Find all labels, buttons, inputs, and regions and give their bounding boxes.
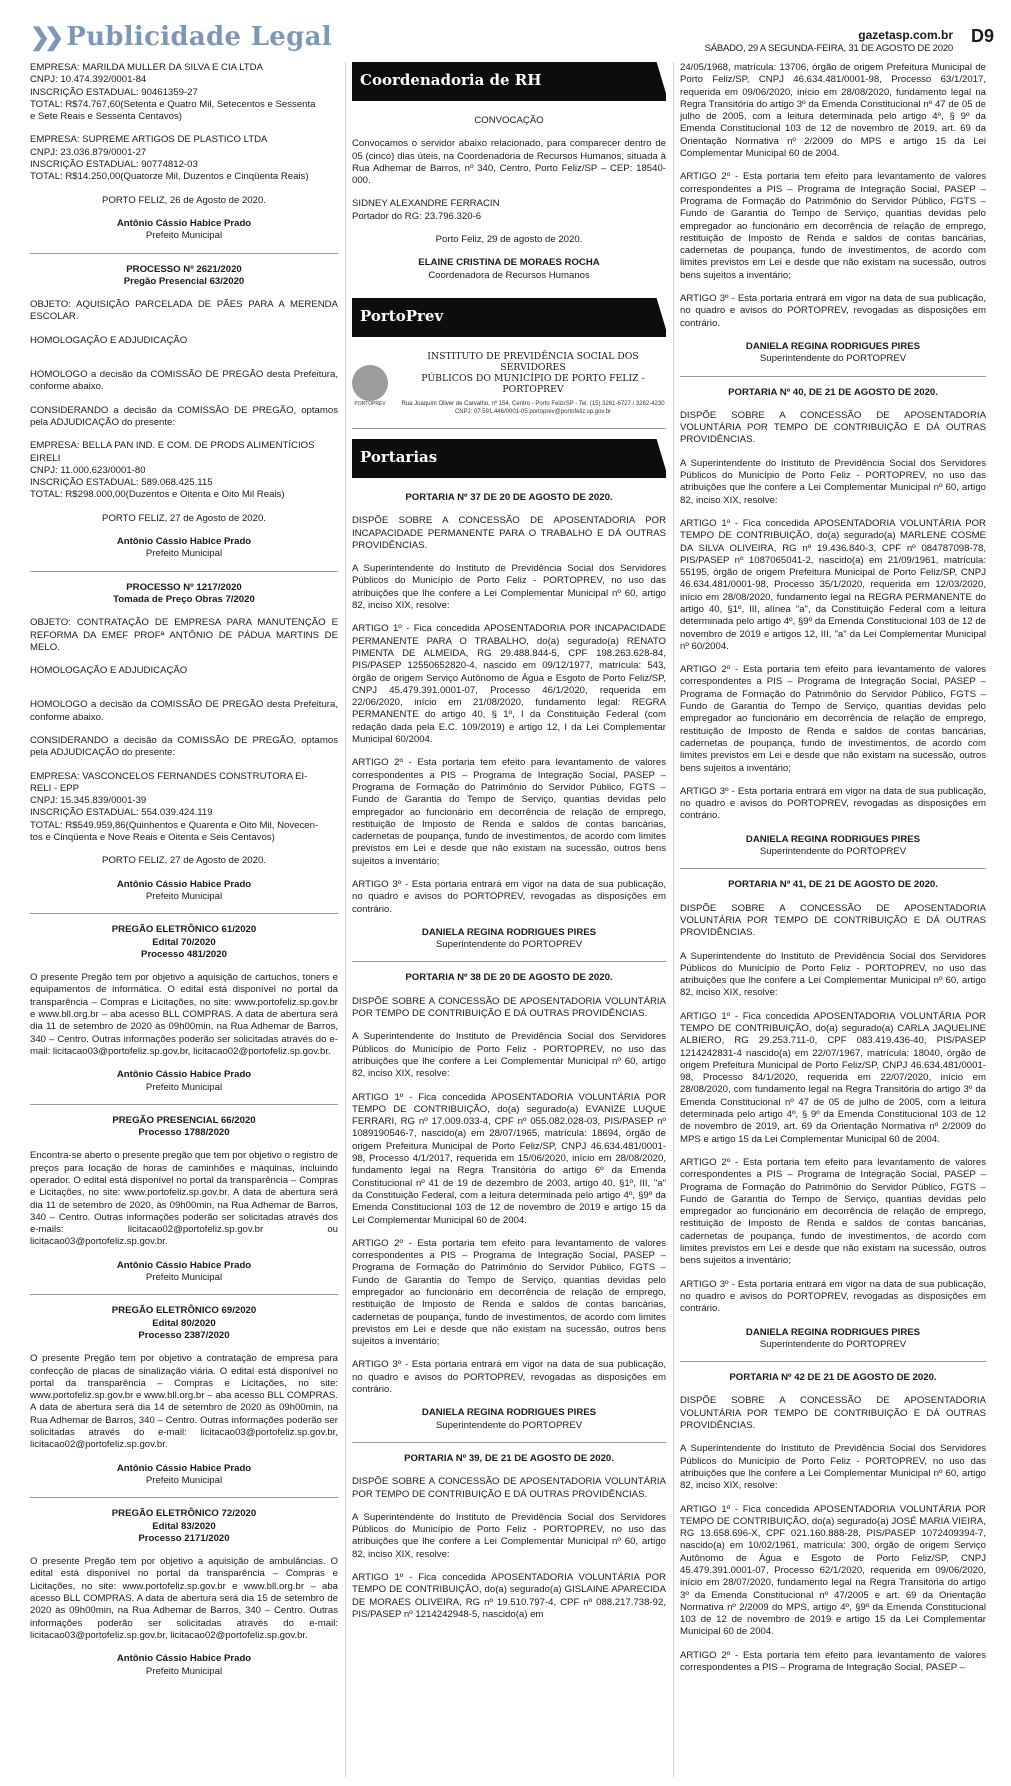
section-header-portarias: Portarias [352,439,666,478]
portaria-article: ARTIGO 1º - Fica concedida APOSENTADORIA VOLUNTÁRIA POR TEMPO DE CONTRIBUIÇÃO, do(a) segurado(a) JOSÉ MARIA VIEIRA, RG 13.658.696-X, CPF 021.160.888-28, PIS/PASEP 1072409394-7, nascido(a) em 10/02/1961, matrícula: 300, órgão de origem Serviço Autônomo de Água e Esgoto de Porto Feliz/SP, CNPJ 45.479.391.0001-07, Processo 62/1/2020, requerida em 09/06/2020, início em 28/07/2020, fundamento legal na Regra Transitória do artigo 3º da Emenda Constitucional nº 47/2005 e art. 69 da Orientação Normativa nº 2/2009 do MPS, artigo 4º, §9º da Emenda Constitucional 103 de 12 de novembro de 2019 e artigo 15 da Lei Complementar Municipal 60 de 2004. [680,1503,986,1638]
text-line: CNPJ: 10.474.392/0001-84 [30,74,147,86]
portaria-article: ARTIGO 2º - Esta portaria tem efeito para levantamento de valores correspondentes a PIS – Programa de Integração Social, PASEP – Programa de Formação do Patrimônio do Servidor Público, FGTS – Fundo de Garantia do Tempo de Serviço, quantias devidas pelo empregador ao funcionário em decorrência de relação de emprego, restituição de Imposto de Renda e saldos de contas bancárias, cadernetas de poupança, fundo de investimentos, de acordo com limites previstos em Lei e desde que não existam na sucessão, outros bens sujeitos a inventário; [680,1156,986,1267]
divider [680,1361,986,1362]
signature [680,341,986,366]
text-line: Rua Joaquim Oliver de Carvalho, nº 154, Centro - Porto Feliz/SP - Tel. (15) 3261-6727 / 3262-4230 [401,400,665,407]
signature [30,1260,338,1285]
masthead-info [705,28,953,54]
text-line: INSTITUTO DE PREVIDÊNCIA SOCIAL DOS SERVIDORES [427,350,639,373]
signer-role: Prefeito Municipal [145,890,223,902]
divider [352,428,666,429]
portaria-title: PORTARIA Nº 42 DE 21 DE AGOSTO DE 2020. [729,1372,937,1384]
text-line: INSCRIÇÃO ESTADUAL: 90774812-03 [30,159,198,171]
signer-role: Superintendente do PORTOPREV [759,353,907,365]
portaria-ementa: DISPÕE SOBRE A CONCESSÃO DE APOSENTADORIA POR INCAPACIDADE PERMANENTE PARA O TRABALHO E DÁ OUTRAS PROVIDÊNCIAS. [352,515,666,551]
text-line: EMPRESA: MARILDA MULLER DA SILVA E CIA LTDA [30,62,263,73]
text-line: CNPJ: 23.036.879/0001-27 [30,146,147,158]
place-date: PORTO FELIZ, 27 de Agosto de 2020. [102,512,266,524]
title-line: PROCESSO Nº 2621/2020 [126,263,242,275]
text-line: INSCRIÇÃO ESTADUAL: 589.068.425.115 [30,477,213,489]
portaria-article: ARTIGO 1º - Fica concedida APOSENTADORIA VOLUNTÁRIA POR TEMPO DE CONTRIBUIÇÃO, do(a) segurado(a) GISLAINE APARECIDA DE MORAES OLIVEIRA, RG nº 19.510.797-4, CPF nº 088.217.738-92, PIS/PASEP nº 1214242948-5, nascido(a) em [352,1572,666,1620]
text-line: Portador do RG: 23.796.320-6 [352,210,482,222]
portaria-article: ARTIGO 2º - Esta portaria tem efeito para levantamento de valores correspondentes a PIS – Programa de Integração Social, PASEP – Programa de Formação do Patrimônio do Servidor Público, FGTS – Fundo de Garantia do Tempo de Serviço, quantias devidas pelo empregador ao funcionário em decorrência de relação de emprego, restituição de Imposto de Renda e saldos de contas bancárias, cadernetas de poupança, fundo de investimentos, de acordo com limites previstos em Lei e desde que não existam na sucessão, outros bens sujeitos a inventário; [352,757,666,867]
text-line: CNPJ: 07.591.446/0001-05 portoprev@portofeliz.sp.gov.br [454,408,612,415]
signature [30,879,338,904]
portaria-ementa: DISPÕE SOBRE A CONCESSÃO DE APOSENTADORIA VOLUNTÁRIA POR TEMPO DE CONTRIBUIÇÃO E DÁ OUTRAS PROVIDÊNCIAS. [680,902,986,939]
signature [680,834,986,859]
signer-role: Superintendente do PORTOPREV [435,939,583,951]
signer-name: DANIELA REGINA RODRIGUES PIRES [745,340,921,352]
divider [30,253,338,254]
column-1 [30,62,338,1777]
notice-title [30,924,338,961]
section-header-rh: Coordenadoria de RH [352,62,666,101]
signer-name: Antônio Cássio Habice Prado [116,217,252,229]
portaria-ementa: DISPÕE SOBRE A CONCESSÃO DE APOSENTADORIA VOLUNTÁRIA POR TEMPO DE CONTRIBUIÇÃO E DÁ OUTRAS PROVIDÊNCIAS. [680,409,986,446]
signer-name: Antônio Cássio Habice Prado [116,878,252,890]
logo-caption: PORTOPREV [354,401,386,408]
text-line: EIRELI [30,452,61,464]
divider [680,376,986,377]
place-date: Porto Feliz, 29 de agosto de 2020. [435,234,583,246]
divider [30,913,338,914]
signer-name: DANIELA REGINA RODRIGUES PIRES [745,1326,921,1338]
text-line: EMPRESA: BELLA PAN IND. E COM. DE PRODS ALIMENTÍCIOS [30,440,315,452]
notice-paragraph: O presente Pregão tem por objetivo a aquisição de cartuchos, toners e equipamentos de informática. O edital está disponível no portal da transparência – Compras e Licitações, no site: www.portofeliz.sp.gov.br e www.bll.org.br – aba acesso BLL COMPRAS. A data de abertura será dia 11 de setembro de 2020 às 09h00min, na Rua Adhemar de Barros, 340 – Centro. Outras informações poderão ser solicitadas através do e-mail: licitacao03@portofeliz.sp.gov.br, licitacao02@portofeliz.sp.gov.br. [30,972,338,1057]
portaria-ementa: DISPÕE SOBRE A CONCESSÃO DE APOSENTADORIA VOLUNTÁRIA POR TEMPO DE CONTRIBUIÇÃO E DÁ OUTRAS PROVIDÊNCIAS. [352,1476,666,1500]
text-line: RELI - EPP [30,782,80,794]
divider [352,1442,666,1443]
portaria-ementa: DISPÕE SOBRE A CONCESSÃO DE APOSENTADORIA VOLUNTÁRIA POR TEMPO DE CONTRIBUIÇÃO E DÁ OUTRAS PROVIDÊNCIAS. [352,995,666,1020]
title-line: Edital 83/2020 [152,1520,216,1532]
text-line: PÚBLICOS DO MUNICÍPIO DE PORTO FELIZ - PORTOPREV [421,372,645,395]
notice-object: OBJETO: CONTRATAÇÃO DE EMPRESA PARA MANUTENÇÃO E REFORMA DA EMEF PROFª ANTÔNIO DE PÁDUA MARTINS DE MELO. [30,617,338,653]
text-line: EMPRESA: VASCONCELOS FERNANDES CONSTRUTORA EI- [30,770,308,782]
portaria-article: ARTIGO 3º - Esta portaria entrará em vigor na data de sua publicação, no quadro e avisos do PORTOPREV, revogadas as disposições em contrário. [352,878,666,915]
portaria-ementa: DISPÕE SOBRE A CONCESSÃO DE APOSENTADORIA VOLUNTÁRIA POR TEMPO DE CONTRIBUIÇÃO E DÁ OUTRAS PROVIDÊNCIAS. [680,1395,986,1432]
title-line: PREGÃO ELETRÔNICO 72/2020 [111,1508,257,1520]
signer-role: Prefeito Municipal [145,1665,223,1677]
portaria-article: ARTIGO 1º - Fica concedida APOSENTADORIA VOLUNTÁRIA POR TEMPO DE CONTRIBUIÇÃO, do(a) segurado(a) MARLENE COSME DA SILVA OLIVEIRA, RG nº 19.436.840-3, CPF nº 084787098-78, PIS/PASEP nº 1087065041-2, nascido(a) em 21/09/1961, matrícula: 55195, órgão de origem Prefeitura Municipal de Porto Feliz/SP, CNPJ 46.634.481/0001-98, Processo 35/1/2020, requerida em 12/03/2020, início em 28/08/2020, fundamento legal na REGRA PERMANENTE do artigo 40, §1º, III, alínea "a", da Constituição Federal com a leitura determinada pelo artigo 4º, §9º da Emenda Constitucional 103 de 12 de novembro de 2019 e artigos 12, III, "a" da Lei Complementar Municipal nº 60/2004. [680,517,986,652]
title-line: Processo 2171/2020 [138,1532,230,1544]
portaria-intro: A Superintendente do Instituto de Previdência Social dos Servidores Públicos do Município de Porto Feliz - PORTOPREV, no uso das atribuições que lhe confere a Lei Complementar Municipal nº 60, artigo 82, inciso XIX, resolve: [352,1511,666,1560]
company-entry [30,134,338,183]
title-line: Processo 481/2020 [141,948,227,960]
signer-role: Prefeito Municipal [145,230,223,242]
portaria-article: ARTIGO 2º - Esta portaria tem efeito para levantamento de valores correspondentes a PIS – Programa de Integração Social, PASEP – Programa de Formação do Patrimônio do Servidor Público, FGTS – Fundo de Garantia do Tempo de Serviço, quantias devidas pelo empregador ao funcionário em decorrência de relação de emprego, restituição de Imposto de Renda e saldos de contas bancárias, cadernetas de poupança, fundo de investimentos, de acordo com limites previstos em Lei e desde que não existam na sucessão, outros bens sujeitos a inventário; [680,171,986,281]
page-number: D9 [970,26,994,46]
title-line: PROCESSO Nº 1217/2020 [126,581,242,593]
signer-name: ELAINE CRISTINA DE MORAES ROCHA [418,257,600,269]
convocation-person [352,198,666,223]
title-line: Tomada de Preço Obras 7/2020 [113,593,255,605]
divider [30,1104,338,1105]
company-entry [30,440,338,501]
portaria-article: ARTIGO 2º - Esta portaria tem efeito para levantamento de valores correspondentes a PIS – Programa de Integração Social, PASEP – Programa de Formação do Patrimônio do Servidor Público, FGTS – Fundo de Garantia do Tempo de Serviço, quantias devidas pelo empregador ao funcionário em decorrência de relação de emprego, restituição de Imposto de Renda e saldos de contas bancárias, cadernetas de poupança, fundo de investimentos, de acordo com limites previstos em Lei e desde que não existam na sucessão, outros bens sujeitos a inventário; [352,1237,666,1348]
text-line: TOTAL: R$298.000,00(Duzentos e Oitenta e Oito Mil Reais) [30,489,285,501]
text-line: CNPJ: 15.345.839/0001-39 [30,795,147,807]
company-entry [30,771,338,845]
section-header-portoprev: PortoPrev [352,298,666,337]
portaria-intro: A Superintendente do Instituto de Previdência Social dos Servidores Públicos do Município de Porto Feliz - PORTOPREV, no uso das atribuições que lhe confere a Lei Complementar Municipal nº 60, artigo 82, inciso XIX, resolve: [680,1443,986,1492]
signer-name: Antônio Cássio Habice Prado [116,1462,252,1474]
divider [30,1497,338,1498]
signer-role: Prefeito Municipal [145,1081,223,1093]
signer-name: DANIELA REGINA RODRIGUES PIRES [745,833,921,845]
divider [30,571,338,572]
title-line: PREGÃO PRESENCIAL 66/2020 [112,1114,256,1126]
institution-info [400,351,666,416]
signer-name: DANIELA REGINA RODRIGUES PIRES [421,1407,597,1419]
portaria-title: PORTARIA Nº 41, DE 21 DE AGOSTO DE 2020. [728,879,938,891]
company-entry [30,62,338,123]
text-line: e Sete Reais e Sessenta Centavos) [30,111,182,123]
portaria-article: ARTIGO 1º - Fica concedida APOSENTADORIA VOLUNTÁRIA POR TEMPO DE CONTRIBUIÇÃO, do(a) segurado(a) EVANIZE LUQUE FERRARI, RG nº 17.009.033-4, CPF nº 055.082.028-03, PIS/PASEP nº 1089190546-7, nascido(a) em 28/07/1965, matrícula: 18694, órgão de origem Prefeitura Municipal de Porto Feliz/SP, CNPJ 46.634.481/0001-98, Processo 4/1/2017, requerida em 15/06/2020, início em 28/08/2020, fundamento legal na Regra Transitória do artigo 6º da Emenda Constitucional nº 41 de 19 de dezembro de 2003, artigo 40, §1º, III, "a" da Constituição Federal, com a leitura determinada pelo artigo 4º, §9º da Emenda Constitucional 103 de 12 de novembro de 2019 e artigo 15 da Lei Complementar Municipal 60 de 2004. [352,1091,666,1226]
title-line: Edital 70/2020 [152,936,216,948]
notice-paragraph: O presente Pregão tem por objetivo a contratação de empresa para confecção de placas de sinalização viária. O edital está disponível no portal da transparência – Compras e Licitações, no site: www.portofeliz.sp.gov.br e www.bll.org.br – aba acesso BLL COMPRAS. A data de abertura será dia 14 de setembro de 2020 às 09h00min, na Rua Adhemar de Barros, 340 – Centro. Outras informações poderão ser solicitadas através do e-mail: licitacao03@portofeliz.sp.gov.br, licitacao02@portofeliz.sp.gov.br. [30,1353,338,1451]
title-line: PREGÃO ELETRÔNICO 61/2020 [111,924,257,936]
column-3 [680,62,986,1777]
title-line: Processo 2387/2020 [138,1329,230,1341]
portaria-article: ARTIGO 3º - Esta portaria entrará em vigor na data de sua publicação, no quadro e avisos do PORTOPREV, revogadas as disposições em contrário. [680,1278,986,1315]
portaria-title: PORTARIA Nº 40, DE 21 DE AGOSTO DE 2020. [728,386,938,398]
notice-title [30,1508,338,1545]
portaria-intro: A Superintendente do Instituto de Previdência Social dos Servidores Públicos do Município de Porto Feliz - PORTOPREV, no uso das atribuições que lhe confere a Lei Complementar Municipal nº 60, artigo 82, inciso XIX, resolve: [680,457,986,506]
signature [30,1463,338,1488]
title-line: PREGÃO ELETRÔNICO 69/2020 [111,1305,257,1317]
signature [352,927,666,952]
signer-role: Prefeito Municipal [145,548,223,560]
notice-paragraph: Encontra-se aberto o presente pregão que tem por objetivo o registro de preços para locação de horas de caminhões e máquinas, incluindo operador. O edital está disponível no portal da transparência – Compras e Licitações, no site: www.portofeliz.sp.gov.br. A data de abertura será dia 11 de setembro de 2020, às 09h00min, na Rua Adhemar de Barros, 340 – Centro. Outras informações poderão ser solicitadas através dos e-mails: licitacao02@portofeliz.sp.gov.br ou licitacao03@portofeliz.sp.gov.br. [30,1150,338,1248]
portaria-article: 24/05/1968, matrícula: 13706, órgão de origem Prefeitura Municipal de Porto Feliz/SP, CNPJ 46.634.481/0001-98, Processo 63/1/2017, requerida em 09/06/2020, início em 28/08/2020, fundamento legal na Regra Transitória do artigo 3º da Emenda Constitucional nº 47 de 05 de julho de 2005, com a leitura determinada pelo artigo 4º, § 9º da Emenda Constitucional 103 de 12 de novembro de 2019, art. 69 da Orientação Normativa nº 2/2009 do MPS e artigo 15 da Lei Complementar Municipal 60 de 2004. [680,62,986,160]
text-line: INSCRIÇÃO ESTADUAL: 90461359-27 [30,86,198,98]
portaria-article: ARTIGO 3º - Esta portaria entrará em vigor na data de sua publicação, no quadro e avisos do PORTOPREV, revogadas as disposições em contrário. [680,293,986,329]
portaria-article: ARTIGO 2º - Esta portaria tem efeito para levantamento de valores correspondentes a PIS – Programa de Integração Social, PASEP – [680,1649,986,1674]
text-line: tos e Cinqüenta e Nove Reais e Oitenta e Seis Centavos) [30,832,275,844]
signature [352,1407,666,1432]
portaria-intro: A Superintendente do Instituto de Previdência Social dos Servidores Públicos do Município de Porto Feliz - PORTOPREV, no uso das atribuições que lhe confere a Lei Complementar Municipal nº 60, artigo 82, inciso XIX, resolve: [352,1031,666,1080]
notice-paragraph: HOMOLOGO a decisão da COMISSÃO DE PREGÃO desta Prefeitura, conforme abaixo. [30,699,338,723]
portaria-title: PORTARIA Nº 38 DE 20 DE AGOSTO DE 2020. [405,972,613,984]
text-line: CNPJ: 11.000.623/0001-80 [30,464,146,476]
portaria-intro: A Superintendente do Instituto de Previdência Social dos Servidores Públicos do Município de Porto Feliz - PORTOPREV, no uso das atribuições que lhe confere a Lei Complementar Municipal nº 60, artigo 82, inciso XIX, resolve: [680,950,986,999]
signer-name: Antônio Cássio Habice Prado [116,1653,252,1665]
site-url[interactable]: gazetasp.com.br [858,28,953,42]
notice-title [30,582,338,607]
column-2 [352,62,666,1777]
signature [352,257,666,282]
notice-paragraph: CONSIDERANDO a decisão da COMISSÃO DE PREGÃO, optamos pela ADJUDICAÇÃO do presente: [30,734,338,759]
signer-name: Antônio Cássio Habice Prado [116,1069,252,1081]
notice-paragraph: HOMOLOGO a decisão da COMISSÃO DE PREGÃO desta Prefeitura, conforme abaixo. [30,369,338,393]
signature [30,218,338,243]
notice-title [30,264,338,289]
signature [30,536,338,561]
title-line: Pregão Presencial 63/2020 [123,275,245,287]
divider [680,868,986,869]
signer-role: Prefeito Municipal [145,1272,223,1284]
column-divider [345,62,346,1777]
page-header [0,0,1011,60]
portaria-article: ARTIGO 1º - Fica concedida APOSENTADORIA POR INCAPACIDADE PERMANENTE PARA O TRABALHO, do(a) segurado(a) RENATO PIMENTA DE ALMEIDA, RG 29.488.844-5, CPF 198.263.628-84, PIS/PASEP 12550652820-4, nascido em 09/12/1977, matrícula: 543, órgão de origem Serviço Autônomo de Água e Esgoto de Porto Feliz/SP, CNPJ 45.479.391.0001-07, Processo 46/1/2020, requerida em 22/06/2020, início em 21/08/2020, fundamento legal: REGRA PERMANENTE do artigo 40, § 1º, I da Constituição Federal (com redação dada pela E.C. 109/2019) e artigo 12, I da Lei Complementar Municipal 60/2004. [352,623,666,746]
text-line: TOTAL: R$549.959,86(Quinhentos e Quarenta e Oito Mil, Novecen- [30,819,319,831]
divider [30,1294,338,1295]
notice-title: CONVOCAÇÃO [474,115,544,126]
portaria-intro: A Superintendente do Instituto de Previdência Social dos Servidores Públicos do Município de Porto Feliz - PORTOPREV, no uso das atribuições que lhe confere a Lei Complementar Municipal nº 60, artigo 82, inciso XIX, resolve: [352,563,666,612]
section-brand [30,22,332,52]
brand-title: Publicidade Legal [66,22,332,52]
signer-role: Prefeito Municipal [145,1474,223,1486]
notice-object: OBJETO: AQUISIÇÃO PARCELADA DE PÃES PARA A MERENDA ESCOLAR. [30,299,338,323]
signer-name: Antônio Cássio Habice Prado [116,1259,252,1271]
signature [30,1069,338,1094]
institution-name [400,351,666,395]
divider [352,961,666,962]
title-line: Edital 80/2020 [152,1317,216,1329]
place-date: PORTO FELIZ, 26 de Agosto de 2020. [102,194,266,206]
text-line: INSCRIÇÃO ESTADUAL: 554.039.424.119 [30,807,213,819]
portaria-title: PORTARIA Nº 39, DE 21 DE AGOSTO DE 2020. [404,1452,614,1464]
notice-paragraph: Convocamos o servidor abaixo relacionado, para comparecer dentro de 05 (cinco) dias úteis, na Coordenadoria de Recursos Humanos, situada à Rua Adhemar de Barros, nº 340, Centro, Porto Feliz/SP – CEP: 18540-000. [352,138,666,187]
title-line: Processo 1788/2020 [138,1127,230,1139]
text-line: TOTAL: R$14.250,00(Quatorze Mil, Duzentos e Cinqüenta Reais) [30,171,309,183]
notice-label: HOMOLOGAÇÃO E ADJUDICAÇÃO [30,334,188,346]
signer-name: DANIELA REGINA RODRIGUES PIRES [421,926,597,938]
signer-role: Superintendente do PORTOPREV [435,1419,583,1431]
edition-date: SÁBADO, 29 A SEGUNDA-FEIRA, 31 DE AGOSTO DE 2020 [704,43,953,54]
institution-address [400,400,666,416]
text-line: SIDNEY ALEXANDRE FERRACIN [352,198,500,210]
notice-title [30,1115,338,1140]
place-date: PORTO FELIZ, 27 de Agosto de 2020. [102,855,266,867]
text-line: EMPRESA: SUPREME ARTIGOS DE PLASTICO LTDA [30,134,268,146]
signer-name: Antônio Cássio Habice Prado [116,536,252,548]
text-line: TOTAL: R$74.767,60(Setenta e Quatro Mil, Setecentos e Sessenta [30,98,316,110]
portaria-article: ARTIGO 3º - Esta portaria entrará em vigor na data de sua publicação, no quadro e avisos do PORTOPREV, revogadas as disposições em contrário. [680,785,986,822]
notice-paragraph: CONSIDERANDO a decisão da COMISSÃO DE PREGÃO, optamos pela ADJUDICAÇÃO do presente: [30,404,338,428]
signature [30,1653,338,1678]
portaria-title: PORTARIA Nº 37 DE 20 DE AGOSTO DE 2020. [405,491,613,503]
signer-role: Coordenadora de Recursos Humanos [428,269,590,281]
institution-banner [352,351,666,416]
notice-title [30,1305,338,1342]
notice-label: HOMOLOGAÇÃO E ADJUDICAÇÃO [30,665,188,677]
notice-paragraph: O presente Pregão tem por objetivo a aquisição de ambulâncias. O edital está disponível no portal da transparência – Compras e Licitações, no site: www.portofeliz.sp.gov.br e www.bll.org.br – aba acesso BLL COMPRAS. A data de abertura será dia 15 de setembro de 2020 às 09h00min, na Rua Adhemar de Barros, 340 – Centro. Outras informações poderão ser solicitadas através do e-mail: licitacao03@portofeliz.sp.gov.br, licitacao02@portofeliz.sp.gov.br. [30,1556,338,1641]
portaria-article: ARTIGO 2º - Esta portaria tem efeito para levantamento de valores correspondentes a PIS – Programa de Integração Social, PASEP – Programa de Formação do Patrimônio do Servidor Público, FGTS – Fundo de Garantia do Tempo de Serviço, quantias devidas pelo empregador ao funcionário em decorrência de relação de emprego, restituição de Imposto de Renda e saldos de contas bancárias, cadernetas de poupança, fundo de investimentos, de acordo com limites previstos em Lei e desde que não existam na sucessão, outros bens sujeitos a inventário; [680,664,986,774]
column-divider [673,62,674,1777]
signature [680,1327,986,1352]
chevron-icon: ❯❯ [30,22,59,51]
signer-role: Superintendente do PORTOPREV [759,846,907,858]
portaria-article: ARTIGO 3º - Esta portaria entrará em vigor na data de sua publicação, no quadro e avisos do PORTOPREV, revogadas as disposições em contrário. [352,1359,666,1396]
portaria-article: ARTIGO 1º - Fica concedida APOSENTADORIA VOLUNTÁRIA POR TEMPO DE CONTRIBUIÇÃO, do(a) segurado(a) CARLA JAQUELINE ALBIERO, RG 29.253.711-0, CPF 083.419.436-40, PIS/PASEP 1214242831-4 nascido(a) em 22/07/1967, matrícula: 18040, órgão de origem Prefeitura Municipal de Porto Feliz/SP, CNPJ 46.634.481/0001-98, Processo 84/1/2020, requerida em 22/07/2020, início em 28/08/2020, com fundamento legal na Regra Transitória do artigo 3º da Emenda Constitucional nº 47 de 05 de julho de 2005, com a leitura determinada pelo artigo 4º, § 9º da Emenda Constitucional 103 de 12 de novembro de 2019, art. 69 da Orientação Normativa nº 2/2009 do MPS e artigo 15 da Lei Complementar Municipal 60 de 2004. [680,1010,986,1145]
signer-role: Superintendente do PORTOPREV [759,1338,907,1350]
portoprev-logo-icon [352,365,388,408]
